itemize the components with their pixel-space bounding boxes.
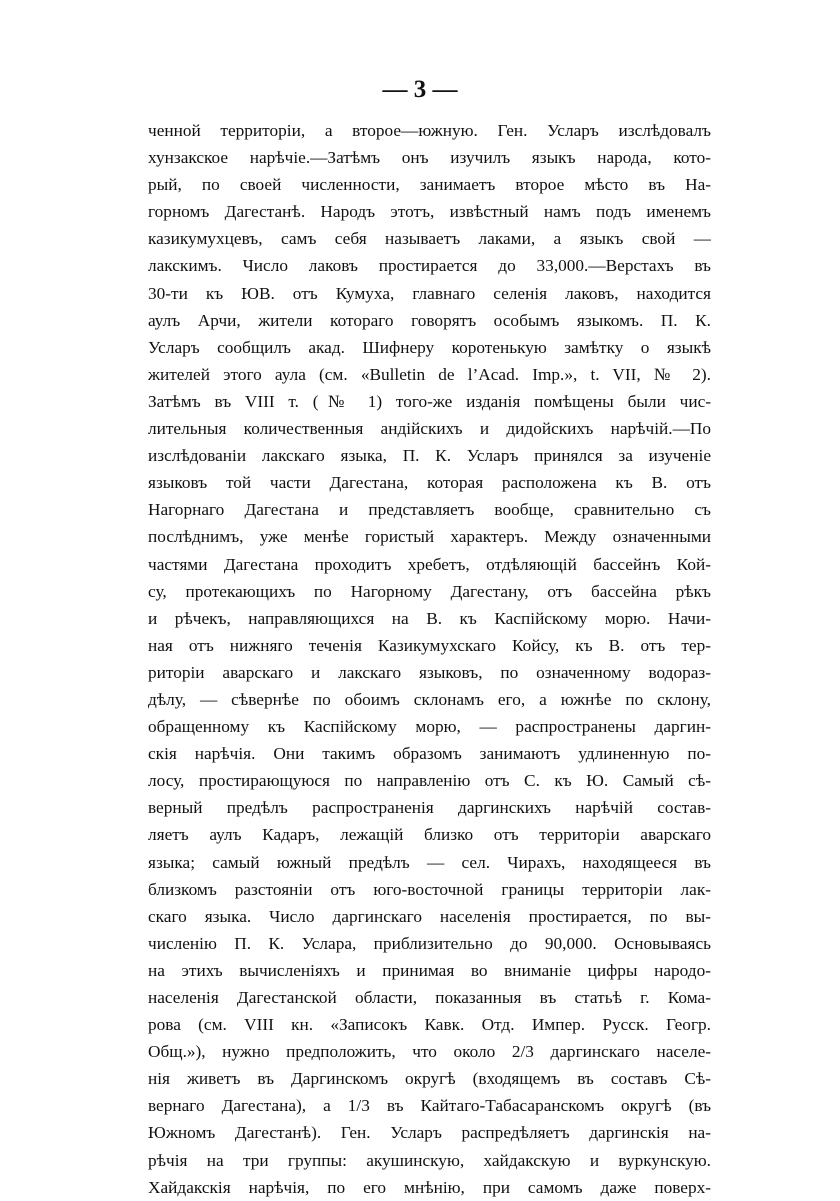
text-line: языка; самый южный предѣлъ — сел. Чирахъ, находящееся въ (148, 852, 711, 872)
text-line: 30-ти къ ЮВ. отъ Кумуха, главнаго селенія лаковъ, находится (148, 283, 711, 303)
text-line: близкомъ разстояніи отъ юго-восточной границы территоріи лак- (148, 879, 711, 899)
text-line: Нагорнаго Дагестана и представляетъ вообще, сравнительно съ (148, 500, 711, 520)
text-line: ченной территоріи, а второе—южную. Ген. Усларъ изслѣдовалъ (148, 121, 711, 140)
text-line: лосу, простирающуюся по направленію отъ С. къ Ю. Самый сѣ- (148, 771, 711, 791)
text-line: Хайдакскія нарѣчія, по его мнѣнію, при самомъ даже поверх- (148, 1177, 711, 1197)
text-line: языковъ той части Дагестана, которая расположена къ В. отъ (148, 473, 711, 493)
text-line: ная отъ нижняго теченія Казикумухскаго Койсу, къ В. отъ тер- (148, 635, 711, 655)
text-line: горномъ Дагестанѣ. Народъ этотъ, извѣстный намъ подъ именемъ (148, 202, 711, 222)
text-line: казикумухцевъ, самъ себя называетъ лаками, а языкъ свой — (148, 229, 711, 249)
text-line: Усларъ сообщилъ акад. Шифнеру коротенькую замѣтку о языкѣ (148, 337, 711, 357)
text-line: изслѣдованіи лакскаго языка, П. К. Усларъ принялся за изученіе (148, 446, 711, 466)
text-line: частями Дагестана проходитъ хребетъ, отдѣляющій бассейнъ Кой- (148, 554, 711, 574)
text-line: ляетъ аулъ Кадаръ, лежащій близко отъ территоріи аварскаго (148, 825, 711, 845)
text-line: на этихъ вычисленіяхъ и принимая во вниманіе цифры народо- (148, 960, 711, 980)
text-line: населенія Дагестанской области, показанныя въ статьѣ г. Кома- (148, 988, 711, 1007)
text-line: скія нарѣчія. Они такимъ образомъ занимаютъ удлиненную по- (148, 744, 711, 764)
text-line: послѣднимъ, уже менѣе гористый характеръ. Между означенными (148, 527, 711, 547)
text-line: обращенному къ Каспійскому морю, — распространены даргин- (148, 717, 711, 737)
text-line: рѣчія на три группы: акушинскую, хайдакскую и вуркунскую. (148, 1150, 711, 1170)
text-line: Южномъ Дагестанѣ). Ген. Усларъ распредѣляетъ даргинскія на- (148, 1123, 711, 1143)
text-line: дѣлу, — сѣвернѣе по обоимъ склонамъ его, а южнѣе по склону, (148, 689, 711, 709)
text-line: лительныя количественныя андійскихъ и дидойскихъ нарѣчій.—По (148, 419, 711, 439)
page-number: — 3 — (382, 76, 458, 103)
text-line: верный предѣлъ распространенія даргинскихъ нарѣчій состав- (148, 798, 711, 818)
text-line: риторіи аварскаго и лакскаго языковъ, по означенному водораз- (148, 662, 711, 682)
text-line: рова (см. VIII кн. «Записокъ Кавк. Отд. Импер. Русск. Геогр. (148, 1015, 711, 1035)
text-line: рый, по своей численности, занимаетъ второе мѣсто въ На- (148, 175, 711, 195)
text-line: и рѣчекъ, направляющихся на В. къ Каспійскому морю. Начи- (148, 608, 711, 628)
text-line: жителей этого аула (см. «Bulletin de l’Acad. Imp.», t. VII, № 2). (148, 364, 711, 384)
text-line: скаго языка. Число даргинскаго населенія простирается, по вы- (148, 906, 711, 926)
body-text (148, 117, 711, 1201)
text-line: вернаго Дагестана), а 1/3 въ Кайтаго-Табасаранскомъ округѣ (въ (148, 1096, 711, 1116)
text-line: су, протекающихъ по Нагорному Дагестану, отъ бассейна рѣкъ (148, 581, 711, 601)
text-line: аулъ Арчи, жители котораго говорятъ особымъ языкомъ. П. К. (148, 310, 711, 330)
text-line: численію П. К. Услара, приблизительно до 90,000. Основываясь (148, 933, 711, 953)
text-line: нія живетъ въ Даргинскомъ округѣ (входящемъ въ составъ Сѣ- (148, 1069, 711, 1089)
text-line: Общ.»), нужно предположить, что около 2/3 даргинскаго населе- (148, 1042, 711, 1062)
text-line: хунзакское нарѣчіе.—Затѣмъ онъ изучилъ языкъ народа, кото- (148, 148, 711, 168)
text-line: лакскимъ. Число лаковъ простирается до 33,000.—Верстахъ въ (148, 256, 711, 276)
text-line: Затѣмъ въ VIII т. (№ 1) того-же изданія помѣщены были чис- (148, 391, 711, 411)
